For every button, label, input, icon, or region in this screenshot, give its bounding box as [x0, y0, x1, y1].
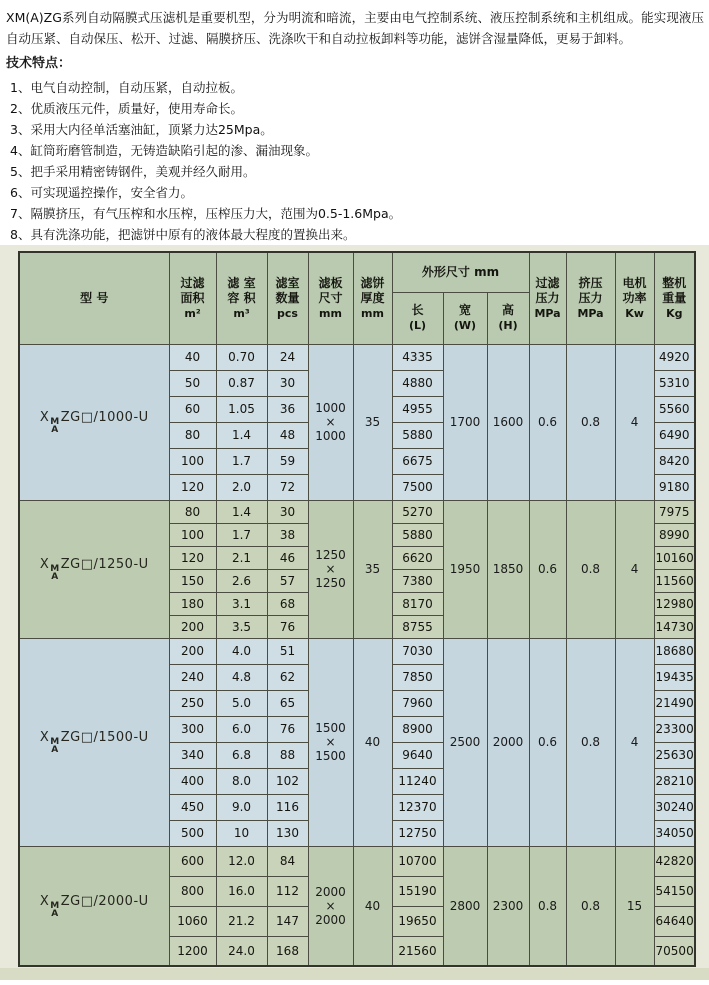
cell-filter-area: 400: [169, 768, 216, 794]
cell-filter-area: 120: [169, 546, 216, 569]
cell-chamber-count: 76: [267, 615, 308, 638]
cell-total-weight: 42820: [654, 846, 695, 876]
cell-chamber-volume: 4.8: [216, 664, 267, 690]
cell-total-weight: 12980: [654, 592, 695, 615]
cell-width: 2500: [443, 638, 487, 846]
cell-total-weight: 4920: [654, 344, 695, 370]
cell-length: 9640: [392, 742, 443, 768]
model-cell: X M A ZG□/1000-U: [19, 344, 169, 500]
feature-item: 1、电气自动控制，自动压紧，自动拉板。: [10, 80, 243, 95]
cell-chamber-volume: 24.0: [216, 936, 267, 966]
cell-filter-area: 340: [169, 742, 216, 768]
cell-length: 7500: [392, 474, 443, 500]
cell-total-weight: 25630: [654, 742, 695, 768]
cell-chamber-count: 88: [267, 742, 308, 768]
cell-chamber-count: 130: [267, 820, 308, 846]
model-stacked-letters: M A: [50, 417, 60, 435]
cell-length: 4955: [392, 396, 443, 422]
cell-chamber-count: 168: [267, 936, 308, 966]
col-header-width: 宽 (W): [443, 292, 487, 344]
cell-total-weight: 5310: [654, 370, 695, 396]
cell-chamber-count: 72: [267, 474, 308, 500]
cell-length: 10700: [392, 846, 443, 876]
cell-length: 7380: [392, 569, 443, 592]
cell-plate-size: 2000 × 2000: [308, 846, 353, 966]
col-header-filter-pressure: 过滤 压力 MPa: [529, 252, 566, 344]
cell-plate-size: 1500 × 1500: [308, 638, 353, 846]
cell-chamber-volume: 16.0: [216, 876, 267, 906]
cell-filter-area: 1060: [169, 906, 216, 936]
features-title: 技术特点：: [6, 56, 72, 71]
cell-chamber-volume: 2.1: [216, 546, 267, 569]
cell-length: 4880: [392, 370, 443, 396]
col-header-filter-area: 过滤 面积 m²: [169, 252, 216, 344]
cell-chamber-count: 62: [267, 664, 308, 690]
cell-chamber-count: 24: [267, 344, 308, 370]
cell-chamber-volume: 1.05: [216, 396, 267, 422]
cell-chamber-count: 84: [267, 846, 308, 876]
cell-filter-area: 200: [169, 638, 216, 664]
cell-height: 2300: [487, 846, 529, 966]
cell-chamber-volume: 10: [216, 820, 267, 846]
cell-length: 6620: [392, 546, 443, 569]
feature-item: 5、把手采用精密铸钢件，美观并经久耐用。: [10, 164, 256, 179]
col-header-motor-power: 电机 功率 Kw: [615, 252, 654, 344]
cell-chamber-count: 68: [267, 592, 308, 615]
cell-chamber-volume: 1.7: [216, 448, 267, 474]
model-stacked-letters: M A: [50, 900, 60, 919]
col-header-chamber-volume: 滤 室 容 积 m³: [216, 252, 267, 344]
col-header-squeeze-pressure: 挤压 压力 MPa: [566, 252, 615, 344]
col-header-dimensions-group: 外形尺寸 mm: [392, 252, 529, 292]
cell-length: 11240: [392, 768, 443, 794]
cell-filter-area: 150: [169, 569, 216, 592]
cell-total-weight: 21490: [654, 690, 695, 716]
model-cell: X M A ZG□/1250-U: [19, 500, 169, 638]
cell-cake-thickness: 35: [353, 500, 392, 638]
cell-squeeze-pressure: 0.8: [566, 638, 615, 846]
cell-chamber-count: 59: [267, 448, 308, 474]
cell-total-weight: 8420: [654, 448, 695, 474]
cell-length: 8755: [392, 615, 443, 638]
spec-table-body: [19, 344, 695, 966]
cell-total-weight: 10160: [654, 546, 695, 569]
cell-length: 21560: [392, 936, 443, 966]
cell-total-weight: 7975: [654, 500, 695, 523]
cell-chamber-count: 30: [267, 370, 308, 396]
cell-filter-area: 1200: [169, 936, 216, 966]
cell-length: 5880: [392, 422, 443, 448]
spec-row: [19, 500, 695, 523]
cell-length: 8900: [392, 716, 443, 742]
cell-chamber-count: 65: [267, 690, 308, 716]
cell-chamber-count: 102: [267, 768, 308, 794]
cell-length: 12370: [392, 794, 443, 820]
cell-total-weight: 5560: [654, 396, 695, 422]
col-header-length: 长 (L): [392, 292, 443, 344]
cell-total-weight: 18680: [654, 638, 695, 664]
cell-squeeze-pressure: 0.8: [566, 344, 615, 500]
cell-cake-thickness: 35: [353, 344, 392, 500]
cell-chamber-volume: 0.70: [216, 344, 267, 370]
cell-chamber-volume: 3.5: [216, 615, 267, 638]
cell-height: 2000: [487, 638, 529, 846]
cell-motor-power: 4: [615, 344, 654, 500]
cell-chamber-volume: 6.8: [216, 742, 267, 768]
cell-filter-area: 600: [169, 846, 216, 876]
cell-total-weight: 19435: [654, 664, 695, 690]
model-cell: X M A ZG□/2000-U: [19, 846, 169, 966]
cell-filter-area: 450: [169, 794, 216, 820]
cell-filter-pressure: 0.6: [529, 638, 566, 846]
model-stacked-letters: M A: [50, 737, 60, 755]
cell-chamber-count: 112: [267, 876, 308, 906]
cell-filter-pressure: 0.6: [529, 500, 566, 638]
cell-chamber-volume: 1.4: [216, 500, 267, 523]
cell-filter-area: 500: [169, 820, 216, 846]
spec-row: [19, 846, 695, 876]
cell-length: 15190: [392, 876, 443, 906]
spec-table-header: [19, 252, 695, 344]
cell-total-weight: 23300: [654, 716, 695, 742]
cell-filter-pressure: 0.8: [529, 846, 566, 966]
cell-chamber-count: 147: [267, 906, 308, 936]
cell-chamber-volume: 9.0: [216, 794, 267, 820]
cell-filter-area: 120: [169, 474, 216, 500]
cell-length: 6675: [392, 448, 443, 474]
feature-item: 4、缸筒珩磨管制造，无铸造缺陷引起的渗、漏油现象。: [10, 143, 318, 158]
cell-chamber-volume: 0.87: [216, 370, 267, 396]
col-header-chamber-count: 滤室 数量 pcs: [267, 252, 308, 344]
cell-chamber-volume: 2.6: [216, 569, 267, 592]
cell-filter-area: 800: [169, 876, 216, 906]
cell-motor-power: 4: [615, 638, 654, 846]
feature-item: 2、优质液压元件，质量好，使用寿命长。: [10, 101, 243, 116]
spec-table: [18, 251, 696, 967]
col-header-cake-thickness: 滤饼 厚度 mm: [353, 252, 392, 344]
feature-item: 6、可实现遥控操作，安全省力。: [10, 185, 193, 200]
cell-plate-size: 1000 × 1000: [308, 344, 353, 500]
cell-chamber-volume: 2.0: [216, 474, 267, 500]
cell-length: 7030: [392, 638, 443, 664]
cell-length: 7960: [392, 690, 443, 716]
cell-total-weight: 64640: [654, 906, 695, 936]
cell-chamber-volume: 3.1: [216, 592, 267, 615]
spec-row: [19, 344, 695, 370]
cell-width: 1700: [443, 344, 487, 500]
cell-total-weight: 8990: [654, 523, 695, 546]
cell-chamber-count: 30: [267, 500, 308, 523]
cell-chamber-count: 36: [267, 396, 308, 422]
cell-filter-area: 240: [169, 664, 216, 690]
cell-chamber-count: 38: [267, 523, 308, 546]
scanned-spec-photo: [0, 245, 709, 980]
cell-length: 12750: [392, 820, 443, 846]
cell-filter-area: 60: [169, 396, 216, 422]
cell-filter-area: 300: [169, 716, 216, 742]
cell-squeeze-pressure: 0.8: [566, 500, 615, 638]
cell-motor-power: 4: [615, 500, 654, 638]
cell-chamber-volume: 8.0: [216, 768, 267, 794]
cell-chamber-count: 76: [267, 716, 308, 742]
cell-height: 1600: [487, 344, 529, 500]
cell-filter-area: 80: [169, 422, 216, 448]
cell-chamber-count: 48: [267, 422, 308, 448]
cell-filter-area: 100: [169, 523, 216, 546]
cell-total-weight: 54150: [654, 876, 695, 906]
feature-item: 3、采用大内径单活塞油缸，顶紧力达25Mpa。: [10, 122, 273, 137]
cell-chamber-volume: 21.2: [216, 906, 267, 936]
cell-chamber-volume: 4.0: [216, 638, 267, 664]
col-header-model: 型 号: [19, 252, 169, 344]
cell-chamber-count: 57: [267, 569, 308, 592]
cell-filter-area: 200: [169, 615, 216, 638]
model-cell: X M A ZG□/1500-U: [19, 638, 169, 846]
cell-chamber-count: 51: [267, 638, 308, 664]
cell-length: 4335: [392, 344, 443, 370]
cell-chamber-volume: 12.0: [216, 846, 267, 876]
cell-length: 5880: [392, 523, 443, 546]
model-stacked-letters: M A: [50, 564, 60, 582]
cell-filter-area: 40: [169, 344, 216, 370]
cell-filter-area: 50: [169, 370, 216, 396]
cell-length: 8170: [392, 592, 443, 615]
cell-chamber-count: 46: [267, 546, 308, 569]
cell-total-weight: 9180: [654, 474, 695, 500]
cell-filter-area: 250: [169, 690, 216, 716]
cell-filter-area: 80: [169, 500, 216, 523]
cell-height: 1850: [487, 500, 529, 638]
intro-paragraph: XM(A)ZG系列自动隔膜式压滤机是重要机型，分为明流和暗流，主要由电气控制系统、液压控制系统和主机组成。能实现液压自动压紧、自动保压、松开、过滤、隔膜挤压、洗涤吹干和自动拉板卸料等功能，滤饼含湿量降低，更易于卸料。: [6, 10, 704, 46]
cell-chamber-volume: 6.0: [216, 716, 267, 742]
col-header-total-weight: 整机 重量 Kg: [654, 252, 695, 344]
cell-total-weight: 6490: [654, 422, 695, 448]
cell-total-weight: 34050: [654, 820, 695, 846]
cell-chamber-volume: 1.4: [216, 422, 267, 448]
cell-width: 1950: [443, 500, 487, 638]
cell-length: 5270: [392, 500, 443, 523]
feature-item: 7、隔膜挤压，有气压榨和水压榨，压榨压力大，范围为0.5-1.6Mpa。: [10, 206, 402, 221]
cell-chamber-count: 116: [267, 794, 308, 820]
cell-total-weight: 28210: [654, 768, 695, 794]
cell-chamber-volume: 1.7: [216, 523, 267, 546]
cell-squeeze-pressure: 0.8: [566, 846, 615, 966]
col-header-height: 高 (H): [487, 292, 529, 344]
cell-cake-thickness: 40: [353, 846, 392, 966]
cell-filter-area: 100: [169, 448, 216, 474]
cell-cake-thickness: 40: [353, 638, 392, 846]
cell-width: 2800: [443, 846, 487, 966]
cell-total-weight: 70500: [654, 936, 695, 966]
cell-filter-area: 180: [169, 592, 216, 615]
cell-plate-size: 1250 × 1250: [308, 500, 353, 638]
cell-total-weight: 14730: [654, 615, 695, 638]
col-header-plate-size: 滤板 尺寸 mm: [308, 252, 353, 344]
feature-item: 8、具有洗涤功能，把滤饼中原有的液体最大程度的置换出来。: [10, 227, 356, 242]
cell-filter-pressure: 0.6: [529, 344, 566, 500]
cell-total-weight: 30240: [654, 794, 695, 820]
cell-length: 7850: [392, 664, 443, 690]
intro-section: [0, 0, 709, 245]
cell-motor-power: 15: [615, 846, 654, 966]
cell-length: 19650: [392, 906, 443, 936]
cell-chamber-volume: 5.0: [216, 690, 267, 716]
cell-total-weight: 11560: [654, 569, 695, 592]
spec-row: [19, 638, 695, 664]
